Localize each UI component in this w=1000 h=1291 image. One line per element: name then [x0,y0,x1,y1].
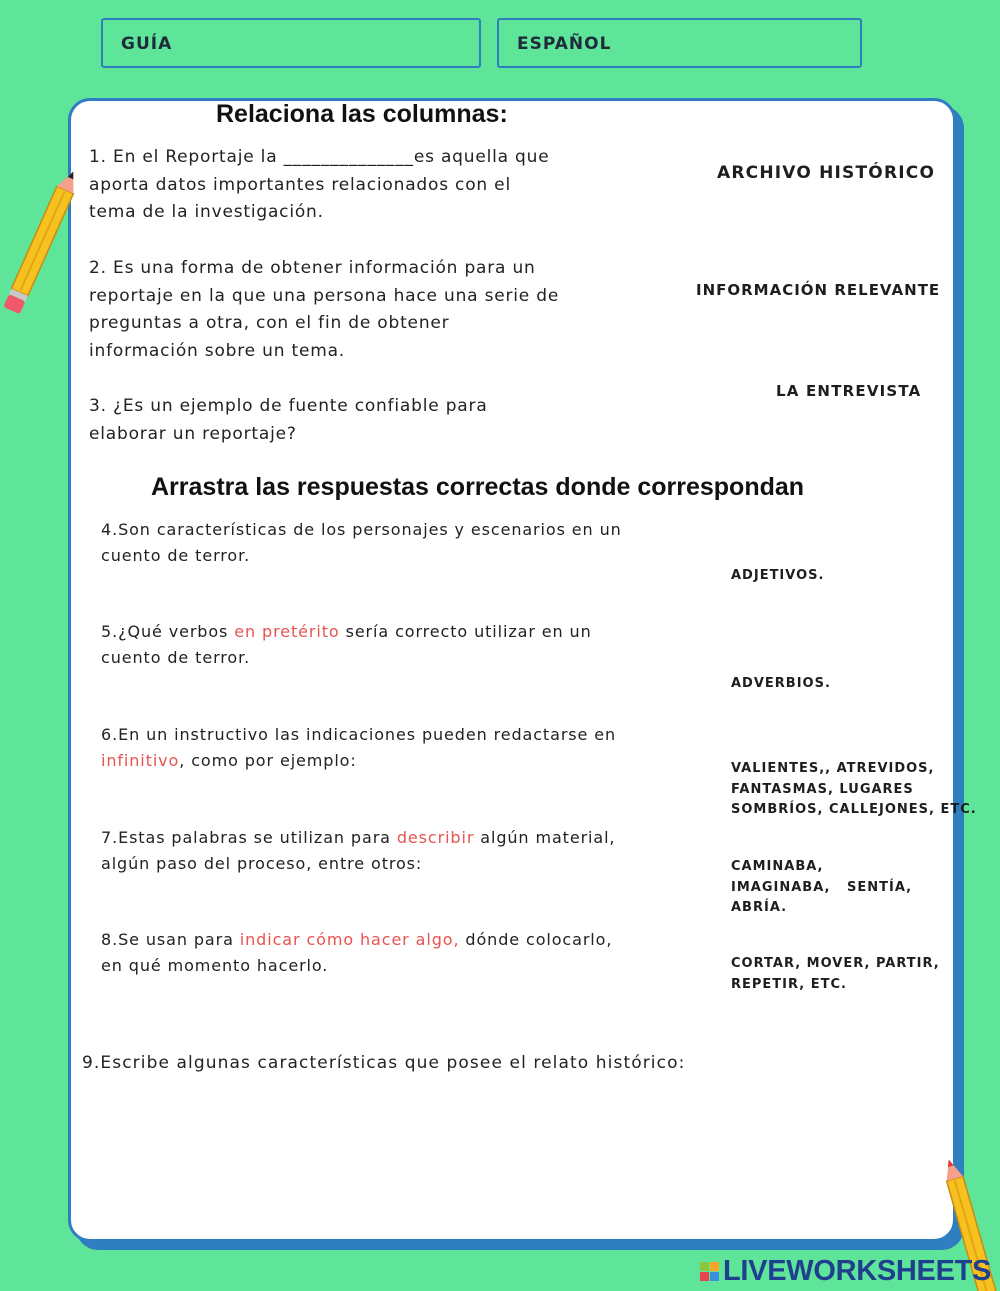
highlight-describir: describir [396,828,475,847]
answer-valientes[interactable]: VALIENTES,, ATREVIDOS, FANTASMAS, LUGARES SOMBRÍOS, CALLEJONES, ETC. [731,761,977,817]
section2-title: Arrastra las respuestas correctas donde correspondan [151,473,805,501]
highlight-infinitivo: infinitivo [101,751,180,770]
subject-value-box [497,18,862,68]
highlight-preterito: en pretérito [234,622,340,641]
liveworksheets-logo[interactable] [700,1256,991,1286]
subject-label-box [101,18,481,68]
question-3: 3. ¿Es un ejemplo de fuente confiable para elaborar un reportaje? [89,396,488,444]
answer-adverbios[interactable]: ADVERBIOS. [731,676,831,691]
question-8: 8.Se usan para indicar cómo hacer algo, dónde colocarlo, en qué momento hacerlo. [101,930,613,975]
answer-adjetivos[interactable]: ADJETIVOS. [731,568,825,583]
option-informacion-relevante[interactable]: INFORMACIÓN RELEVANTE [696,281,941,299]
highlight-indicar: indicar cómo hacer algo, [239,930,460,949]
question-1: 1. En el Reportaje la ______________es aquella que aporta datos importantes relacionados con el tema de la investigación. [89,147,550,222]
question-2: 2. Es una forma de obtener información para un reportaje en la que una persona hace una serie de preguntas a otra, con el fin de obtener información sobre un tema. [89,258,560,361]
subject-value: ESPAÑOL [517,34,612,54]
question-4: 4.Son características de los personajes y escenarios en un cuento de terror. [101,520,622,565]
question-6: 6.En un instructivo las indicaciones pueden redactarse en infinitivo, como por ejemplo: [101,725,617,770]
answer-area-q9[interactable] [82,1090,942,1220]
section1-title: Relaciona las columnas: [216,100,508,128]
question-7: 7.Estas palabras se utilizan para describir algún material, algún paso del proceso, entre otros: [101,828,616,873]
logo-mark-icon [700,1262,719,1281]
option-la-entrevista[interactable]: LA ENTREVISTA [776,382,922,400]
question-5: 5.¿Qué verbos en pretérito sería correcto utilizar en un cuento de terror. [101,622,592,667]
subject-label: GUÍA [121,34,173,54]
logo-text: LIVEWORKSHEETS [723,1254,992,1287]
pencil-icon [0,165,85,320]
answer-cortar[interactable]: CORTAR, MOVER, PARTIR, REPETIR, ETC. [731,956,940,992]
option-archivo-historico[interactable]: ARCHIVO HISTÓRICO [717,163,936,183]
question-9: 9.Escribe algunas características que posee el relato histórico: [82,1053,686,1073]
answer-caminaba[interactable]: CAMINABA, IMAGINABA, SENTÍA, ABRÍA. [731,859,913,915]
